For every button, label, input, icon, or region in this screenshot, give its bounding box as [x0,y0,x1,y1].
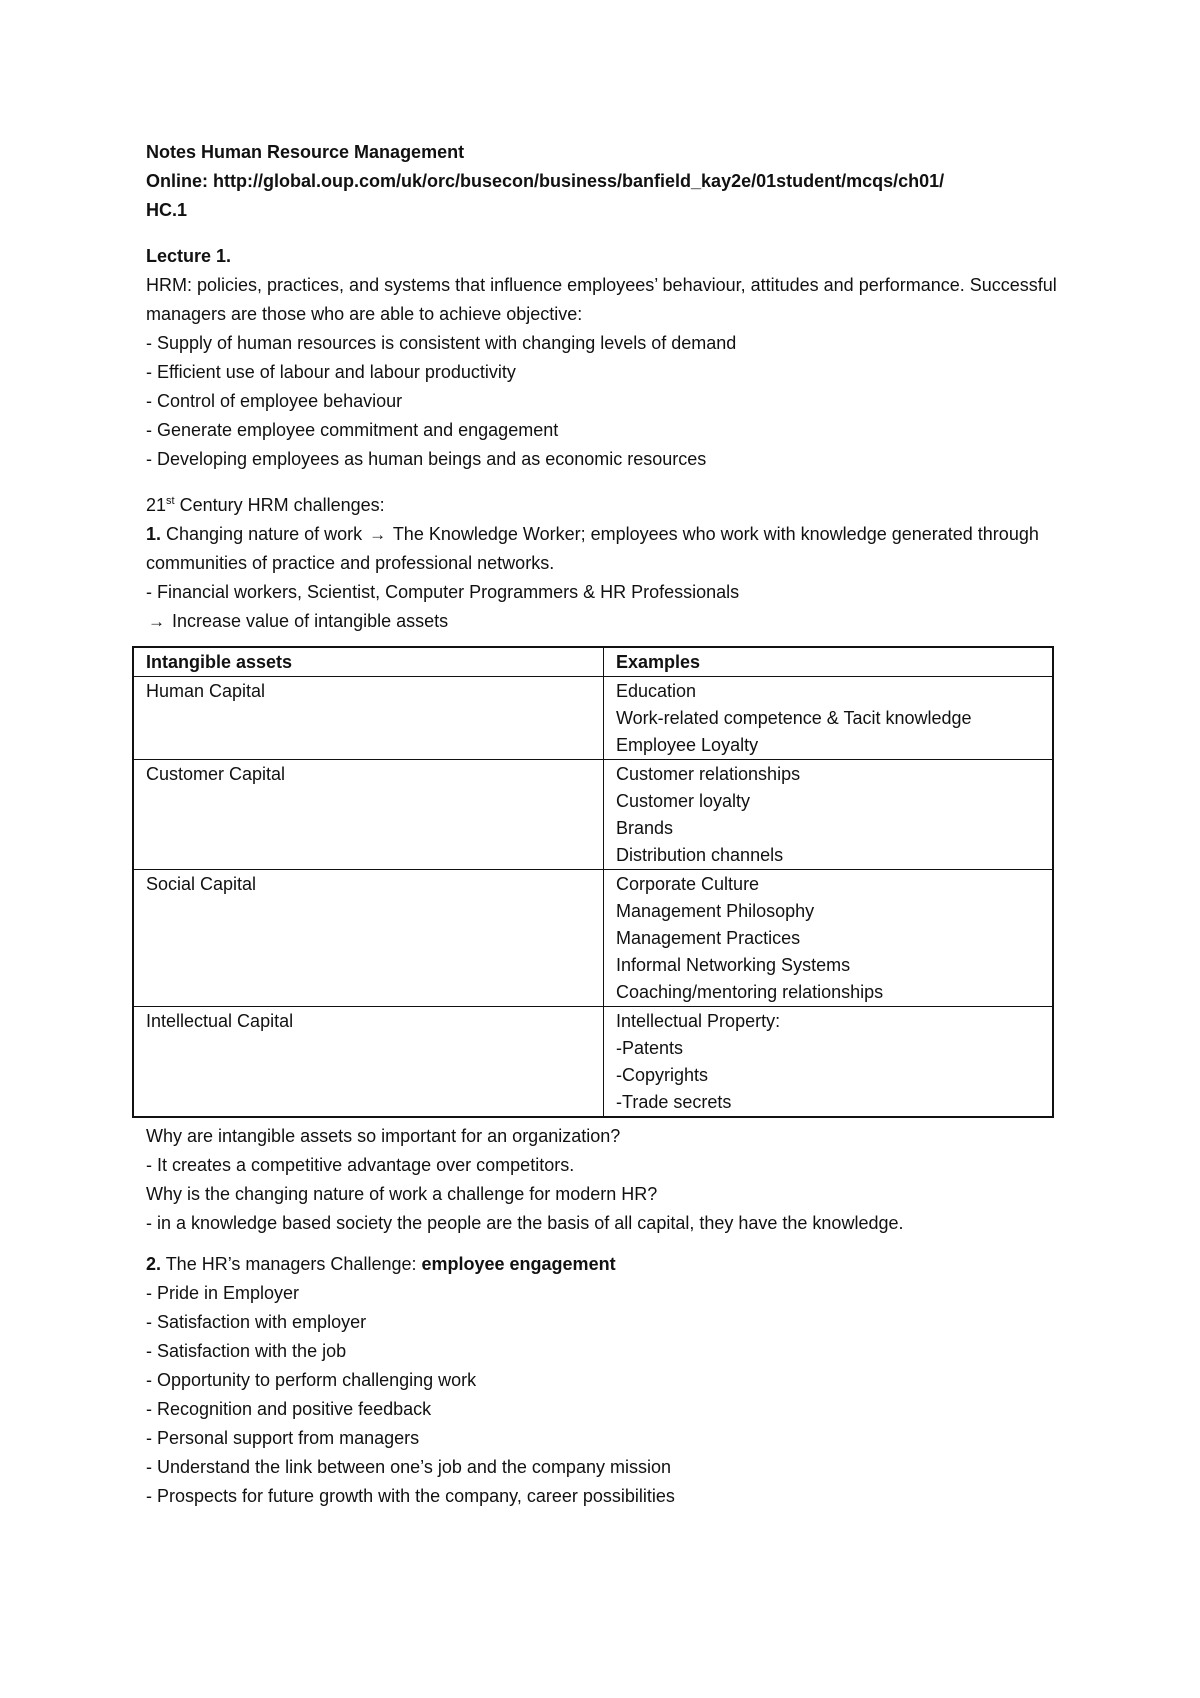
list-item: - Supply of human resources is consistent with changing levels of demand [146,333,737,353]
example-item: Customer loyalty [616,791,751,811]
list-item: - Understand the link between one’s job and the company mission [146,1457,671,1477]
question: Why is the changing nature of work a challenge for modern HR? [146,1184,658,1204]
asset-cell: Intellectual Capital [133,1007,604,1118]
list-item: - Satisfaction with the job [146,1341,347,1361]
example-item: Management Practices [616,928,801,948]
challenge-1-result [146,607,1066,636]
challenge-1-result-text: Increase value of intangible assets [167,611,449,631]
example-item: Corporate Culture [616,874,760,894]
list-item: - Prospects for future growth with the company, career possibilities [146,1486,675,1506]
example-item: Customer relationships [616,764,801,784]
qa-section [146,1122,1066,1238]
answer: - in a knowledge based society the people are the basis of all capital, they have the knowledge. [146,1213,904,1233]
arrow-right-icon: → [148,612,165,631]
challenge-number: 2. [146,1254,162,1274]
lecture-intro: HRM: policies, practices, and systems that influence employees’ behaviour, attitudes and performance. Successful managers are those who are able to achieve objective: [146,275,1057,324]
example-item: Employee Loyalty [616,735,759,755]
session-label: HC.1 [146,200,188,220]
challenge-number: 1. [146,524,162,544]
example-item: Intellectual Property: [616,1011,781,1031]
challenge-1-title: Changing nature of work [161,524,368,544]
question: Why are intangible assets so important for an organization? [146,1126,621,1146]
example-item: Brands [616,818,674,838]
examples-cell [604,677,1054,760]
table-row [133,677,1053,760]
spacer [146,474,1066,491]
example-item: Work-related competence & Tacit knowledge [616,708,972,728]
answer: - It creates a competitive advantage over competitors. [146,1155,575,1175]
spacer [146,1238,1066,1250]
list-item: - Pride in Employer [146,1283,300,1303]
list-item: - Developing employees as human beings and as economic resources [146,449,707,469]
century-suffix: st [166,495,175,507]
list-item: - Satisfaction with employer [146,1312,367,1332]
example-item: -Patents [616,1038,684,1058]
list-item: - Generate employee commitment and engagement [146,420,559,440]
spacer [146,225,1066,242]
list-item: - Personal support from managers [146,1428,420,1448]
challenge-1-examples: - Financial workers, Scientist, Computer Programmers & HR Professionals [146,582,740,602]
column-header-assets: Intangible assets [133,647,604,677]
table-row [133,870,1053,1007]
examples-cell [604,1007,1054,1118]
example-item: -Trade secrets [616,1092,732,1112]
asset-cell: Customer Capital [133,760,604,870]
example-item: -Copyrights [616,1065,709,1085]
online-link[interactable]: Online: http://global.oup.com/uk/orc/busecon/business/banfield_kay2e/01student/mcqs/ch01/ [146,171,945,191]
table-header-row [133,647,1053,677]
example-item: Distribution channels [616,845,784,865]
column-header-examples: Examples [604,647,1054,677]
challenges-heading-text: Century HRM challenges: [174,495,385,515]
asset-cell: Social Capital [133,870,604,1007]
intangible-assets-table [132,646,1054,1118]
example-item: Coaching/mentoring relationships [616,982,884,1002]
document-title: Notes Human Resource Management [146,142,465,162]
engagement-list [146,1279,1066,1511]
lecture-heading: Lecture 1. [146,246,232,266]
list-item: - Control of employee behaviour [146,391,403,411]
century-number: 21 [146,495,167,515]
list-item: - Recognition and positive feedback [146,1399,432,1419]
example-item: Education [616,681,697,701]
challenges-heading [146,491,1066,520]
examples-cell [604,760,1054,870]
list-item: - Efficient use of labour and labour productivity [146,362,516,382]
challenge-2-text: The HR’s managers Challenge: [161,1254,422,1274]
example-item: Informal Networking Systems [616,955,851,975]
challenge-1 [146,520,1066,578]
asset-cell: Human Capital [133,677,604,760]
example-item: Management Philosophy [616,901,815,921]
challenge-2 [146,1250,1066,1279]
examples-cell [604,870,1054,1007]
challenge-2-keyword: employee engagement [421,1254,616,1274]
challenge-1-text: The Knowledge Worker; employees who work with knowledge generated through communities of practice and professional networks. [146,524,1039,573]
arrow-right-icon: → [369,525,387,544]
table-row [133,760,1053,870]
document-page [146,138,1066,1511]
list-item: - Opportunity to perform challenging work [146,1370,477,1390]
objectives-list [146,329,1066,474]
table-row [133,1007,1053,1118]
